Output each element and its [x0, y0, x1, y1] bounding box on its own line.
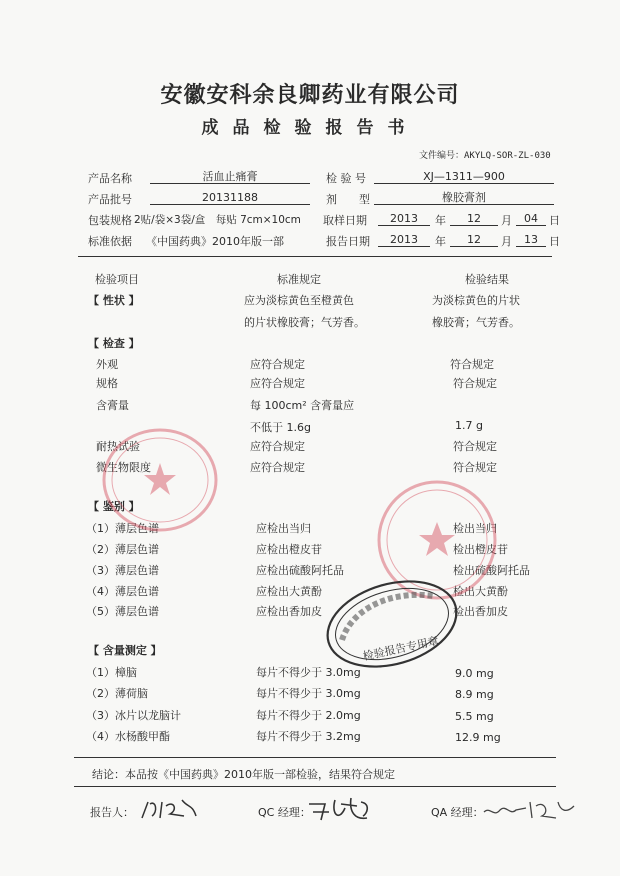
report-month: 12	[450, 233, 498, 247]
conclusion: 结论：本品按《中国药典》2010年版一部检验，结果符合规定	[92, 768, 395, 781]
batch-label: 产品批号	[88, 193, 132, 206]
identification-item: （1）薄层色谱	[86, 522, 159, 535]
identification-standard: 应检出硫酸阿托品	[256, 564, 344, 577]
reporter-label: 报告人：	[90, 806, 134, 819]
identification-item: （3）薄层色谱	[86, 564, 159, 577]
month-label: 月	[501, 214, 512, 227]
properties-result: 为淡棕黄色的片状	[432, 294, 520, 307]
identification-result: 检出硫酸阿托品	[453, 564, 530, 577]
assay-result: 12.9 mg	[455, 731, 501, 744]
assay-item: （2）薄荷脑	[86, 687, 148, 700]
properties-standard: 的片状橡胶膏；气芳香。	[244, 316, 365, 329]
assay-result: 5.5 mg	[455, 710, 494, 723]
report-day: 13	[516, 233, 546, 247]
identification-item: （5）薄层色谱	[86, 605, 159, 618]
assay-item: （1）樟脑	[86, 666, 137, 679]
inspection-title: 【 检查 】	[88, 337, 140, 350]
year-label: 年	[435, 214, 446, 227]
assay-standard: 每片不得少于 2.0mg	[256, 709, 361, 722]
assay-item: （3）冰片以龙脑计	[86, 709, 181, 722]
inspection-no-label: 检 验 号	[326, 172, 366, 185]
assay-standard: 每片不得少于 3.0mg	[256, 687, 361, 700]
assay-standard: 每片不得少于 3.0mg	[256, 666, 361, 679]
properties-standard: 应为淡棕黄色至橙黄色	[244, 294, 354, 307]
inspection-standard: 应符合规定	[250, 440, 305, 453]
sampling-day: 04	[516, 212, 546, 226]
inspection-item: 微生物限度	[96, 461, 151, 474]
inspection-no-value: XJ—1311—900	[374, 170, 554, 184]
inspection-item: 耐热试验	[96, 440, 140, 453]
content-standard: 不低于 1.6g	[250, 421, 311, 434]
inspection-result: 符合规定	[453, 461, 497, 474]
identification-standard: 应检出橙皮苷	[256, 543, 322, 556]
sampling-date-label: 取样日期	[323, 214, 367, 227]
content-item: 含膏量	[96, 399, 129, 412]
report-date-label: 报告日期	[326, 235, 370, 248]
properties-result: 橡胶膏；气芳香。	[432, 316, 520, 329]
qc-label: QC 经理：	[258, 806, 311, 819]
reporter-signature	[138, 796, 200, 824]
inspection-standard: 应符合规定	[250, 461, 305, 474]
assay-result: 8.9 mg	[455, 688, 494, 701]
content-standard: 每 100cm² 含膏量应	[250, 399, 355, 412]
inspection-item: 外观	[96, 358, 118, 371]
identification-result: 检出橙皮苷	[453, 543, 508, 556]
product-name-label: 产品名称	[88, 172, 132, 185]
sampling-year: 2013	[378, 212, 430, 226]
column-standard: 标准规定	[277, 273, 321, 286]
report-year: 2013	[378, 233, 430, 247]
identification-title: 【 鉴别 】	[88, 500, 140, 513]
inspection-standard: 应符合规定	[250, 377, 305, 390]
seal-text: 检验报告专用章	[361, 634, 440, 664]
assay-title: 【 含量测定 】	[88, 644, 162, 657]
dosage-form-label: 剂 型	[326, 193, 370, 206]
identification-item: （4）薄层色谱	[86, 585, 159, 598]
standard-value: 《中国药典》2010年版一部	[146, 235, 284, 248]
identification-result: 检出香加皮	[453, 605, 508, 618]
batch-value: 20131188	[150, 191, 310, 205]
year-label: 年	[435, 235, 446, 248]
company-name: 安徽安科余良卿药业有限公司	[160, 82, 460, 108]
qa-label: QA 经理：	[431, 806, 484, 819]
content-result: 1.7 g	[455, 419, 483, 432]
standard-label: 标准依据	[88, 235, 132, 248]
assay-standard: 每片不得少于 3.2mg	[256, 730, 361, 743]
conclusion-bottom-rule	[74, 786, 556, 787]
inspection-standard: 应符合规定	[250, 358, 305, 371]
product-name-value: 活血止痛膏	[150, 170, 310, 184]
column-result: 检验结果	[465, 273, 509, 286]
properties-title: 【 性状 】	[88, 294, 140, 307]
day-label: 日	[549, 235, 560, 248]
conclusion-top-rule	[74, 757, 556, 758]
identification-item: （2）薄层色谱	[86, 543, 159, 556]
document-title: 成品检验报告书	[201, 118, 419, 138]
identification-result: 检出大黄酚	[453, 585, 508, 598]
inspection-result: 符合规定	[450, 358, 494, 371]
qc-signature	[305, 794, 375, 826]
identification-result: 检出当归	[453, 522, 497, 535]
qa-signature	[480, 796, 580, 826]
dosage-form-value: 橡胶膏剂	[374, 191, 554, 205]
column-item: 检验项目	[95, 273, 139, 286]
inspection-seal	[322, 578, 462, 670]
inspection-result: 符合规定	[453, 377, 497, 390]
identification-standard: 应检出大黄酚	[256, 585, 322, 598]
assay-item: （4）水杨酸甲酯	[86, 730, 170, 743]
inspection-result: 符合规定	[453, 440, 497, 453]
official-stamp-left	[100, 425, 220, 535]
inspection-item: 规格	[96, 377, 118, 390]
header-rule	[78, 256, 552, 257]
month-label: 月	[501, 235, 512, 248]
file-number: 文件编号：AKYLQ-SOR-ZL-030	[419, 151, 551, 161]
day-label: 日	[549, 214, 560, 227]
packaging-label: 包装规格	[88, 214, 132, 227]
packaging-value: 2贴/袋×3袋/盒 每贴 7cm×10cm	[134, 214, 301, 226]
identification-standard: 应检出当归	[256, 522, 311, 535]
sampling-month: 12	[450, 212, 498, 226]
assay-result: 9.0 mg	[455, 667, 494, 680]
identification-standard: 应检出香加皮	[256, 605, 322, 618]
